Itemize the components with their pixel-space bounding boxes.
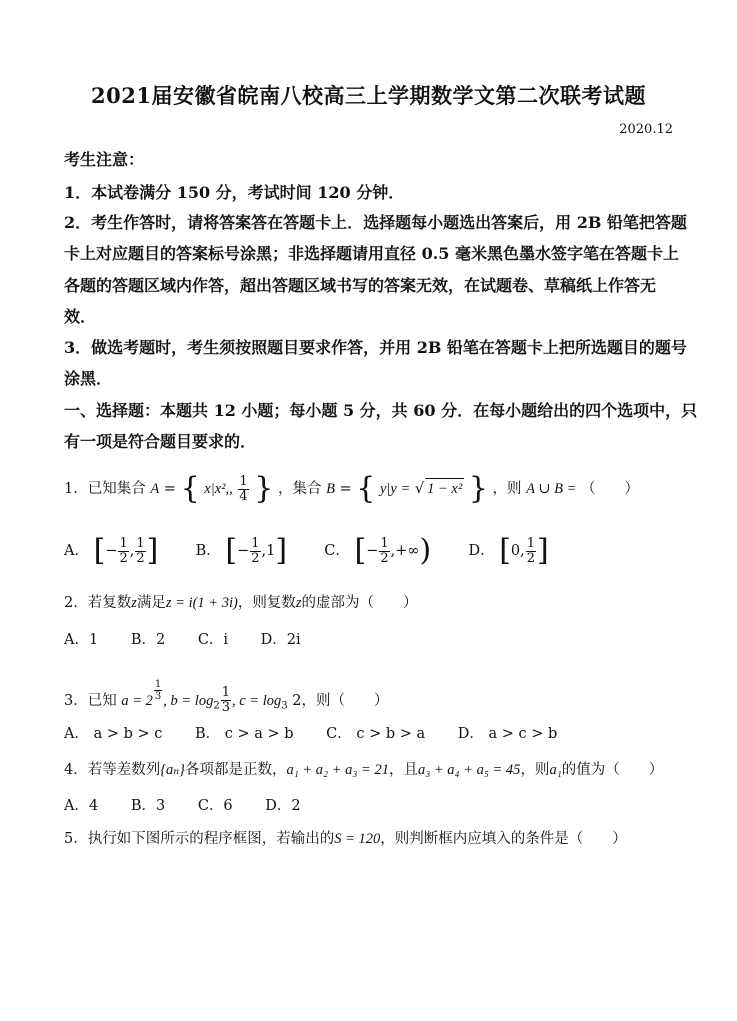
- q1-option-a: A． [− $\frac{1}{2}$ , $\frac{1}{2}$ ]: [64, 533, 159, 568]
- q4-option-a: A．4: [64, 798, 99, 814]
- q4-option-b: B．3: [130, 798, 166, 814]
- exam-date: 2020.12: [619, 122, 673, 137]
- question-5: 5．执行如下图所示的程序框图，若输出的S = 120，则判断框内应填入的条件是（ ）: [64, 831, 627, 847]
- q1-sqrt: 1 − x²: [425, 478, 464, 499]
- q1-option-d: D． [0, $\frac{1}{2}$ ]: [468, 533, 549, 568]
- note-3-line-2: 涂黑．: [64, 369, 113, 388]
- q1-mid: ，集合: [277, 481, 322, 497]
- page-title: 2021届安徽省皖南八校高三上学期数学文第二次联考试题: [91, 83, 646, 108]
- q3-option-a: A． a > b > c: [64, 726, 163, 742]
- q1-set-b: B: [326, 481, 335, 497]
- notes-header: 考生注意：: [64, 150, 145, 169]
- note-2-line-4: 效．: [64, 307, 97, 326]
- q1-fraction: $\frac{1}{4}$: [239, 473, 248, 504]
- q4-option-d: D．2: [265, 798, 301, 814]
- q1-set-b-left: y|y =: [380, 481, 411, 497]
- q4-options: [64, 796, 301, 816]
- q3-option-d: D． a > c > b: [457, 726, 558, 742]
- note-2-line-1: 2．考生作答时，请将答案答在答题卡上．选择题每小题选出答案后，用 2B 铅笔把答题: [64, 213, 687, 232]
- section-heading-line-2: 有一项是符合题目要求的．: [64, 432, 257, 451]
- q3-option-c: C． c > b > a: [326, 726, 426, 742]
- q3-options: [64, 724, 557, 744]
- question-2: 2．若复数z满足z = i(1 + 3i)，则复数z的虚部为（ ）: [64, 595, 418, 611]
- note-2-line-2: 卡上对应题目的答案标号涂黑；非选择题请用直径 0.5 毫米黑色墨水签字笔在答题卡上: [64, 244, 679, 263]
- q1-set-a-condition: x|x²,,: [204, 481, 233, 497]
- q2-options: [64, 630, 301, 650]
- note-1: 1．本试卷满分 150 分，考试时间 120 分钟．: [64, 183, 405, 202]
- q1-prefix: 1．已知集合: [64, 481, 146, 497]
- q1-option-c: C． [− $\frac{1}{2}$ ,+∞): [324, 533, 432, 568]
- question-1: 1．已知集合 A = { x|x²,, $\frac{1}{4}$ } ，集合 B = { y|y = √ 1 − x² } ，则 A ∪ B = （ ）: [64, 471, 640, 506]
- section-heading-line-1: 一、选择题：本题共 12 小题；每小题 5 分，共 60 分．在每小题给出的四个选项中，只: [64, 401, 698, 420]
- q2-option-b: B．2: [130, 632, 166, 648]
- q2-equation: z = i(1 + 3i): [165, 595, 238, 611]
- q1-then: ，则: [492, 481, 522, 497]
- q1-options: [64, 533, 549, 568]
- q1-expr: A ∪ B =: [526, 481, 577, 497]
- q3-option-b: B． c > a > b: [194, 726, 294, 742]
- note-3-line-1: 3．做选考题时，考生须按照题目要求作答，并用 2B 铅笔在答题卡上把所选题目的题号: [64, 338, 687, 357]
- q2-option-a: A．1: [64, 632, 99, 648]
- note-2-line-3: 各题的答题区域内作答，超出答题区域书写的答案无效，在试题卷、草稿纸上作答无: [64, 276, 657, 295]
- q1-set-a: A: [150, 481, 160, 497]
- question-4: 4．若等差数列{aₙ}各项都是正数，a₁ + a₂ + a₃ = 21，且a₃ + a₄ + a₅ = 45，则a₁的值为（ ）: [64, 762, 664, 778]
- q1-paren: （ ）: [581, 481, 640, 497]
- q2-option-d: D．2i: [260, 632, 301, 648]
- q2-option-c: C．i: [197, 632, 229, 648]
- q1-option-b: B． [− $\frac{1}{2}$ ,1]: [195, 533, 288, 568]
- q4-option-c: C．6: [197, 798, 233, 814]
- question-3: 3．已知 a = 2 $^{\frac{1}{3}}$ , $b = \log_2$ $\frac{1}{3}$ , $c = \log_3 2$，则（ ）: [64, 679, 389, 716]
